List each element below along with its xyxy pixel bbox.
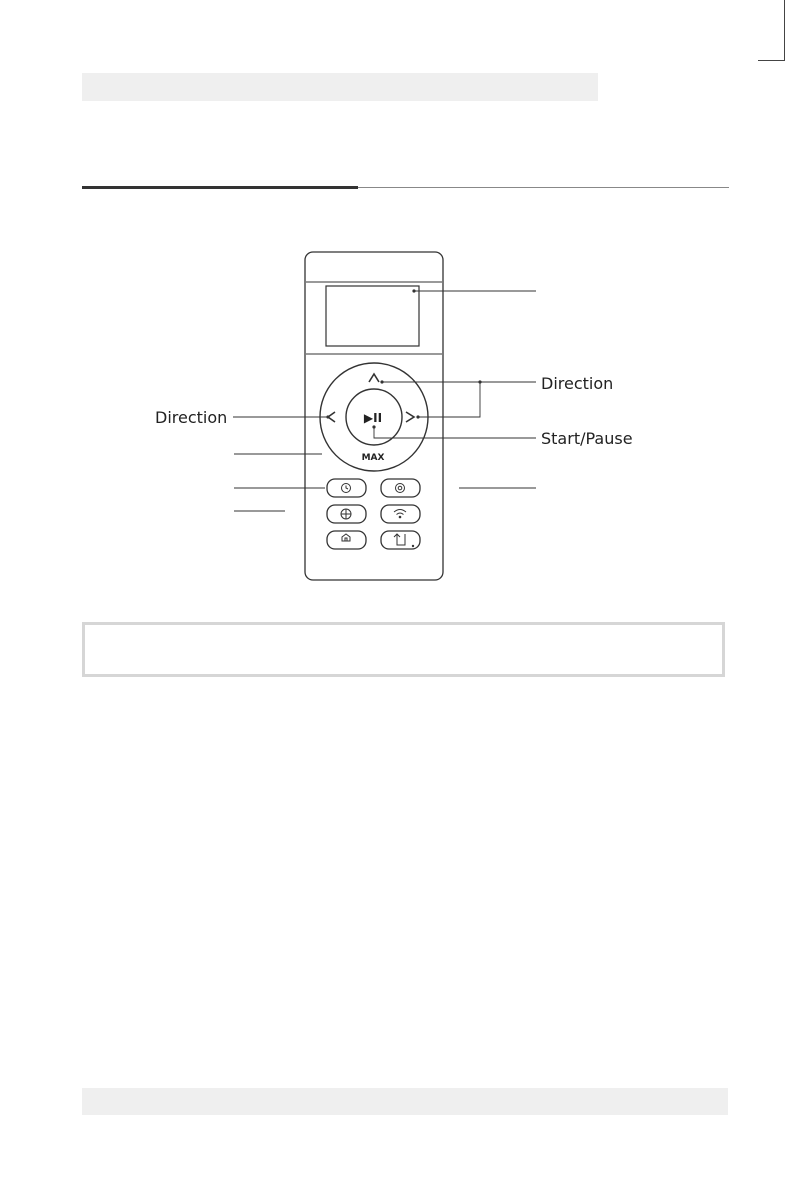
note-box — [82, 622, 725, 677]
wifi-button[interactable] — [381, 505, 420, 523]
direction-pad[interactable] — [320, 363, 428, 471]
direction-label-right: Direction — [541, 374, 614, 393]
direction-label-left: Direction — [155, 408, 228, 427]
play-pause-icon: ▶II — [363, 411, 383, 425]
crosshair-icon — [341, 509, 351, 519]
start-pause-label: Start/Pause — [541, 429, 633, 448]
spot-button[interactable] — [381, 479, 420, 497]
footer-bar — [82, 1088, 728, 1115]
max-label: MAX — [361, 453, 385, 463]
lcd-screen — [326, 286, 419, 346]
